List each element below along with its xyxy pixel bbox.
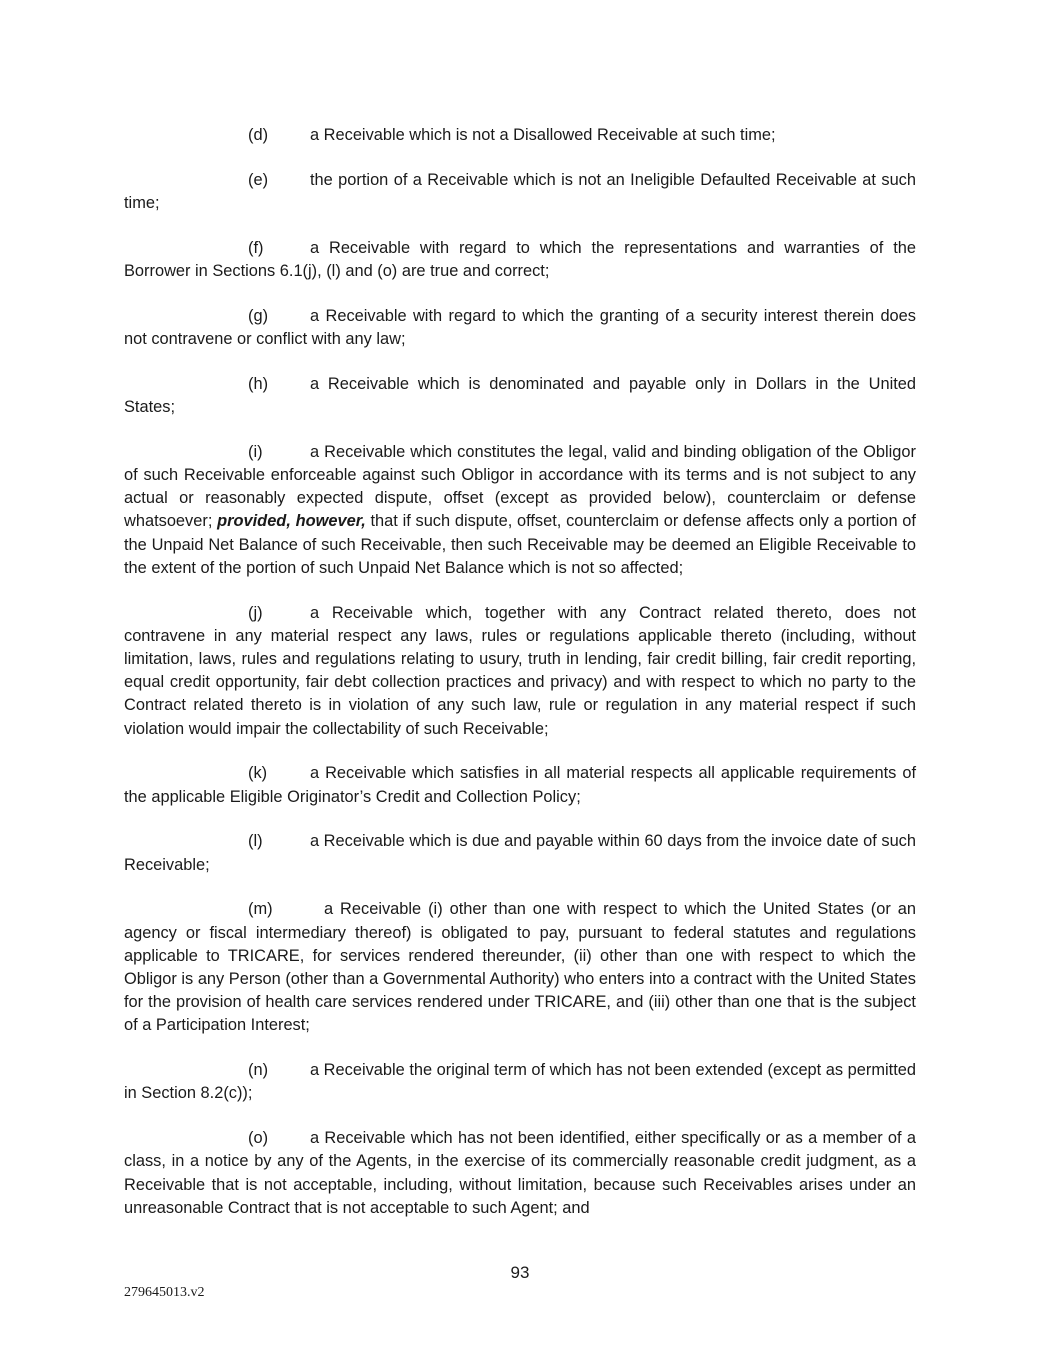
document-id: 279645013.v2 xyxy=(124,1285,205,1300)
clause-letter: (e) xyxy=(248,170,269,189)
clause-text-continued: that if such dispute, offset, counterclaim or defense affects only a portion of the Unpaid Net Balance of such Receivable, then such Receivable may be deemed an Eligible Receivable to the extent of the portion of such Unpaid Net Balance which is not so affected; xyxy=(124,512,916,577)
clause-e xyxy=(124,169,916,215)
clause-o xyxy=(124,1127,916,1220)
clause-d xyxy=(124,124,916,147)
clause-g xyxy=(124,305,916,351)
clause-letter: (f) xyxy=(248,238,264,257)
clause-letter: (h) xyxy=(248,374,269,393)
clause-letter: (m) xyxy=(248,900,273,919)
clause-text: a Receivable with regard to which the granting of a security interest therein does not contravene or conflict with any law; xyxy=(124,306,916,348)
clause-letter: (n) xyxy=(248,1061,269,1080)
clause-text: a Receivable with regard to which the representations and warranties of the Borrower in Sections 6.1(j), (l) and (o) are true and correct; xyxy=(124,238,916,280)
clause-text: the portion of a Receivable which is not an Ineligible Defaulted Receivable at such time; xyxy=(124,170,916,212)
clause-text: a Receivable which, together with any Contract related thereto, does not contravene in any material respect any laws, rules or regulations applicable thereto (including, without limitation, laws, rules and regulations relating to usury, truth in lending, fair credit billing, fair credit reporting, equal credit opportunity, fair debt collection practices and privacy) and with respect to which no party to the Contract related thereto is in violation of any such law, rule or regulation in any material respect if such violation would impair the collectability of such Receivable; xyxy=(124,603,916,738)
clause-text: a Receivable which is due and payable within 60 days from the invoice date of such Receivable; xyxy=(124,832,916,874)
clause-letter: (k) xyxy=(248,764,268,783)
clause-letter: (l) xyxy=(248,832,263,851)
clause-letter: (d) xyxy=(248,126,269,144)
clause-letter: (o) xyxy=(248,1129,269,1148)
clause-m xyxy=(124,898,916,1037)
clause-text: a Receivable the original term of which has not been extended (except as permitted in Section 8.2(c)); xyxy=(124,1061,916,1103)
clause-letter: (i) xyxy=(248,442,263,461)
document-body xyxy=(124,124,916,1220)
provided-however-emphasis: provided, however, xyxy=(217,512,366,531)
clause-n xyxy=(124,1059,916,1105)
clause-text: a Receivable which is not a Disallowed Receivable at such time; xyxy=(310,126,776,144)
clause-text: a Receivable which is denominated and payable only in Dollars in the United States; xyxy=(124,374,916,416)
clause-text: a Receivable which satisfies in all material respects all applicable requirements of the applicable Eligible Originator’s Credit and Collection Policy; xyxy=(124,764,916,806)
clause-letter: (j) xyxy=(248,603,263,622)
clause-f xyxy=(124,237,916,283)
clause-text: a Receivable which has not been identified, either specifically or as a member of a class, in a notice by any of the Agents, in the exercise of its commercially reasonable credit judgment, as a Receivable that is not acceptable, including, without limitation, because such Receivables arises under an unreasonable Contract that is not acceptable to such Agent; and xyxy=(124,1129,916,1217)
page-number: 93 xyxy=(510,1263,530,1282)
clause-j xyxy=(124,602,916,741)
clause-text: a Receivable (i) other than one with respect to which the United States (or an agency or fiscal intermediary thereof) is obligated to pay, pursuant to federal statutes and regulations applicable to TRICARE, for services rendered thereunder, (ii) other than one with respect to which the Obligor is any Person (other than a Governmental Authority) who enters into a contract with the United States for the provision of health care services rendered under TRICARE, and (iii) other than one that is the subject of a Participation Interest; xyxy=(124,900,916,1035)
clause-l xyxy=(124,830,916,876)
clause-text: a Receivable which constitutes the legal, valid and binding obligation of the Obligor of such Receivable enforceable against such Obligor in accordance with its terms and is not subject to any actual or reasonably expected dispute, offset (except as provided below), counterclaim or defense whatsoever; xyxy=(124,442,916,531)
clause-i xyxy=(124,441,916,580)
clause-h xyxy=(124,373,916,419)
clause-k xyxy=(124,762,916,808)
clause-letter: (g) xyxy=(248,306,269,325)
